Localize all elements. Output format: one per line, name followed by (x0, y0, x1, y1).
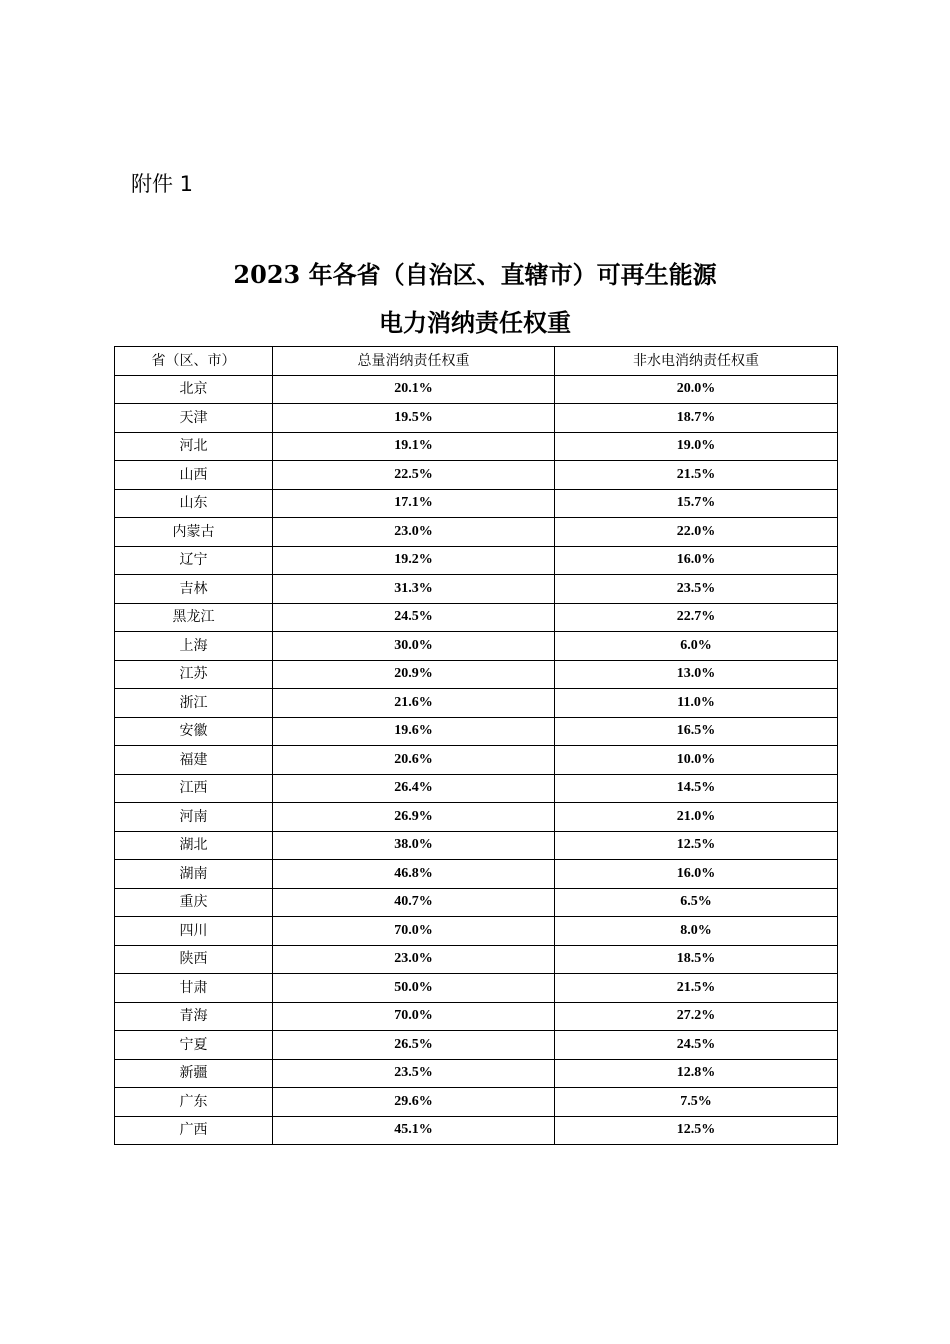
non-hydro-weight-cell: 20.0% (555, 375, 838, 404)
total-weight-cell: 22.5% (273, 461, 555, 490)
table-row (115, 860, 838, 889)
non-hydro-weight-cell: 21.5% (555, 974, 838, 1003)
table-row (115, 746, 838, 775)
province-cell: 甘肃 (115, 974, 273, 1003)
province-cell: 上海 (115, 632, 273, 661)
non-hydro-weight-cell: 12.5% (555, 831, 838, 860)
table-row (115, 632, 838, 661)
province-cell: 北京 (115, 375, 273, 404)
table-row (115, 945, 838, 974)
total-weight-cell: 70.0% (273, 1002, 555, 1031)
non-hydro-weight-cell: 14.5% (555, 774, 838, 803)
table-row (115, 518, 838, 547)
total-weight-cell: 19.5% (273, 404, 555, 433)
province-cell: 广西 (115, 1116, 273, 1145)
non-hydro-weight-cell: 23.5% (555, 575, 838, 604)
table-row (115, 575, 838, 604)
table-row (115, 375, 838, 404)
table-row (115, 803, 838, 832)
province-cell: 山东 (115, 489, 273, 518)
non-hydro-weight-cell: 8.0% (555, 917, 838, 946)
total-weight-cell: 17.1% (273, 489, 555, 518)
total-weight-cell: 45.1% (273, 1116, 555, 1145)
total-weight-cell: 21.6% (273, 689, 555, 718)
total-weight-cell: 50.0% (273, 974, 555, 1003)
table-row (115, 689, 838, 718)
non-hydro-weight-cell: 27.2% (555, 1002, 838, 1031)
table-row (115, 831, 838, 860)
non-hydro-weight-cell: 12.8% (555, 1059, 838, 1088)
province-cell: 江西 (115, 774, 273, 803)
table-row (115, 489, 838, 518)
non-hydro-weight-cell: 16.0% (555, 546, 838, 575)
non-hydro-weight-cell: 6.5% (555, 888, 838, 917)
total-weight-cell: 23.0% (273, 518, 555, 547)
header-total-weight: 总量消纳责任权重 (273, 347, 555, 376)
total-weight-cell: 19.6% (273, 717, 555, 746)
total-weight-cell: 23.5% (273, 1059, 555, 1088)
province-cell: 黑龙江 (115, 603, 273, 632)
responsibility-weights-table (114, 346, 838, 1145)
document-title-line-2: 电力消纳责任权重 (379, 308, 571, 337)
total-weight-cell: 19.2% (273, 546, 555, 575)
total-weight-cell: 46.8% (273, 860, 555, 889)
non-hydro-weight-cell: 18.5% (555, 945, 838, 974)
non-hydro-weight-cell: 12.5% (555, 1116, 838, 1145)
table-body (115, 375, 838, 1145)
header-non-hydro-weight: 非水电消纳责任权重 (555, 347, 838, 376)
non-hydro-weight-cell: 13.0% (555, 660, 838, 689)
table-row (115, 660, 838, 689)
non-hydro-weight-cell: 22.0% (555, 518, 838, 547)
table-row (115, 1116, 838, 1145)
table-row (115, 432, 838, 461)
province-cell: 新疆 (115, 1059, 273, 1088)
total-weight-cell: 26.4% (273, 774, 555, 803)
table-row (115, 974, 838, 1003)
province-cell: 辽宁 (115, 546, 273, 575)
table-row (115, 917, 838, 946)
total-weight-cell: 20.1% (273, 375, 555, 404)
table-row (115, 603, 838, 632)
province-cell: 天津 (115, 404, 273, 433)
province-cell: 江苏 (115, 660, 273, 689)
province-cell: 吉林 (115, 575, 273, 604)
non-hydro-weight-cell: 16.0% (555, 860, 838, 889)
table-header-row (115, 347, 838, 376)
total-weight-cell: 19.1% (273, 432, 555, 461)
total-weight-cell: 30.0% (273, 632, 555, 661)
non-hydro-weight-cell: 10.0% (555, 746, 838, 775)
table-row (115, 461, 838, 490)
non-hydro-weight-cell: 19.0% (555, 432, 838, 461)
table-row (115, 404, 838, 433)
non-hydro-weight-cell: 24.5% (555, 1031, 838, 1060)
total-weight-cell: 29.6% (273, 1088, 555, 1117)
province-cell: 浙江 (115, 689, 273, 718)
province-cell: 安徽 (115, 717, 273, 746)
province-cell: 内蒙古 (115, 518, 273, 547)
header-province: 省（区、市） (115, 347, 273, 376)
non-hydro-weight-cell: 22.7% (555, 603, 838, 632)
non-hydro-weight-cell: 7.5% (555, 1088, 838, 1117)
province-cell: 宁夏 (115, 1031, 273, 1060)
province-cell: 湖南 (115, 860, 273, 889)
total-weight-cell: 23.0% (273, 945, 555, 974)
non-hydro-weight-cell: 21.5% (555, 461, 838, 490)
province-cell: 福建 (115, 746, 273, 775)
non-hydro-weight-cell: 16.5% (555, 717, 838, 746)
non-hydro-weight-cell: 15.7% (555, 489, 838, 518)
province-cell: 湖北 (115, 831, 273, 860)
total-weight-cell: 24.5% (273, 603, 555, 632)
total-weight-cell: 26.5% (273, 1031, 555, 1060)
table-row (115, 546, 838, 575)
table-row (115, 774, 838, 803)
total-weight-cell: 31.3% (273, 575, 555, 604)
province-cell: 四川 (115, 917, 273, 946)
province-cell: 重庆 (115, 888, 273, 917)
province-cell: 河南 (115, 803, 273, 832)
table-row (115, 1031, 838, 1060)
total-weight-cell: 70.0% (273, 917, 555, 946)
total-weight-cell: 40.7% (273, 888, 555, 917)
non-hydro-weight-cell: 11.0% (555, 689, 838, 718)
table-row (115, 888, 838, 917)
table-row (115, 1002, 838, 1031)
province-cell: 青海 (115, 1002, 273, 1031)
non-hydro-weight-cell: 21.0% (555, 803, 838, 832)
province-cell: 广东 (115, 1088, 273, 1117)
non-hydro-weight-cell: 6.0% (555, 632, 838, 661)
province-cell: 河北 (115, 432, 273, 461)
non-hydro-weight-cell: 18.7% (555, 404, 838, 433)
document-title-line-1: 2023 年各省（自治区、直辖市）可再生能源 (233, 260, 717, 289)
attachment-label: 附件 1 (131, 172, 194, 196)
province-cell: 陕西 (115, 945, 273, 974)
table-row (115, 717, 838, 746)
total-weight-cell: 38.0% (273, 831, 555, 860)
total-weight-cell: 20.9% (273, 660, 555, 689)
province-cell: 山西 (115, 461, 273, 490)
table-row (115, 1059, 838, 1088)
table-row (115, 1088, 838, 1117)
total-weight-cell: 26.9% (273, 803, 555, 832)
total-weight-cell: 20.6% (273, 746, 555, 775)
